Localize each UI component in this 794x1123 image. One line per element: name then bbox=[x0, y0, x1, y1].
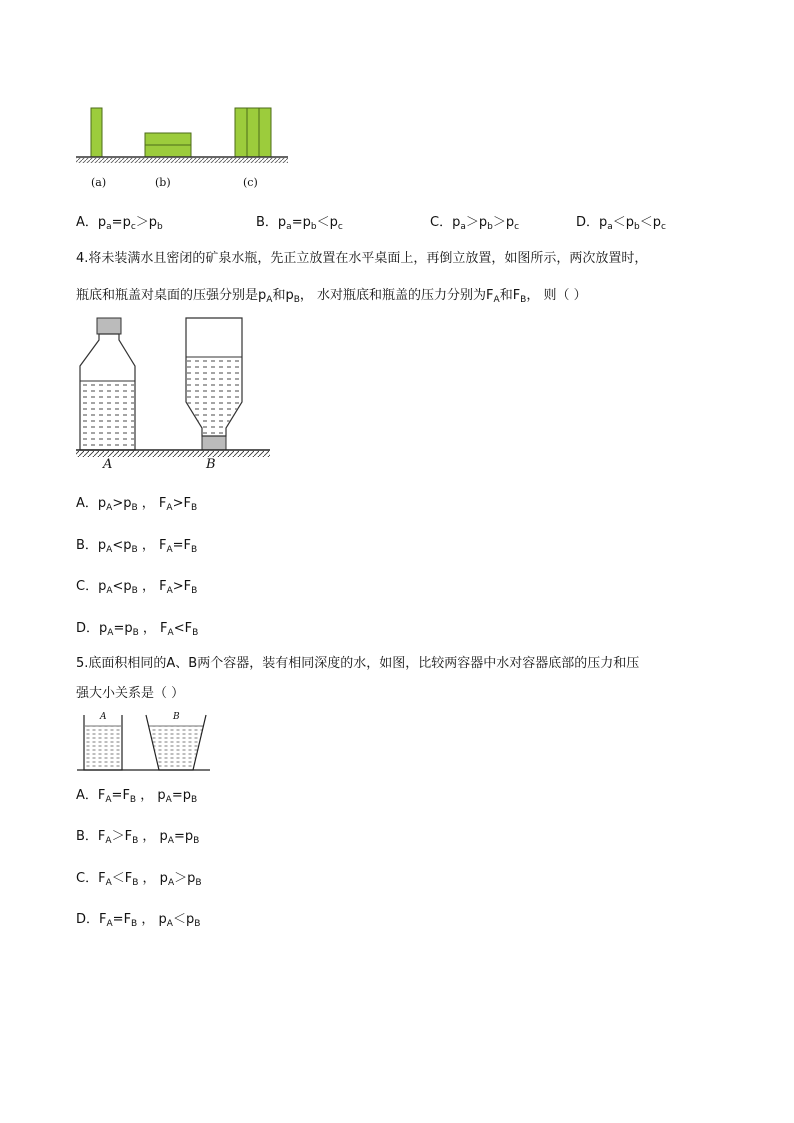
q5-line-2: 强大小关系是（ ） bbox=[76, 686, 185, 701]
blocks-figure bbox=[74, 104, 292, 166]
caption-a: (a) bbox=[91, 176, 107, 189]
q3-option-b[interactable]: B．$p_a=p_b<p_c$ bbox=[256, 215, 343, 232]
block-b-top bbox=[145, 133, 191, 145]
block-c-1 bbox=[235, 108, 247, 157]
block-c-3 bbox=[259, 108, 271, 157]
q4-line-2: 瓶底和瓶盖对桌面的压强分别是$p_A$和$p_B$， 水对瓶底和瓶盖的压力分别为$F_A$和$F_B$， 则（ ） bbox=[76, 288, 587, 305]
q4-line-1: 4.将未装满水且密闭的矿泉水瓶，先正立放置在水平桌面上，再倒立放置，如图所示，两次放置时， bbox=[76, 251, 648, 266]
q4-option-a[interactable]: A．$p_A>p_B$ ， $F_A>F_B$ bbox=[76, 496, 198, 513]
block-a bbox=[91, 108, 102, 157]
block-c-2 bbox=[247, 108, 259, 157]
q5-option-c[interactable]: C．$F_A<F_B$ ， $p_A>p_B$ bbox=[76, 871, 202, 888]
q3-option-d[interactable]: D．$p_a<p_b<p_c$ bbox=[576, 215, 666, 232]
bottle-b-label: B bbox=[206, 457, 216, 472]
bottle-b-cap bbox=[202, 436, 226, 450]
container-b-label: B bbox=[173, 712, 180, 722]
bottle-a-label: A bbox=[103, 457, 113, 472]
q5-option-a[interactable]: A．$F_A=F_B$ ， $p_A=p_B$ bbox=[76, 788, 198, 805]
q4-option-d[interactable]: D．$p_A=p_B$ ， $F_A<F_B$ bbox=[76, 621, 199, 638]
q5-line-1: 5.底面积相同的A、B两个容器，装有相同深度的水，如图，比较两容器中水对容器底部的压力和压 bbox=[76, 656, 640, 671]
container-a-label: A bbox=[100, 712, 107, 722]
bottle-b-water bbox=[187, 358, 241, 436]
q5-option-b[interactable]: B．$F_A>F_B$ ， $p_A=p_B$ bbox=[76, 829, 200, 846]
container-a-water bbox=[85, 726, 121, 770]
containers-figure bbox=[74, 712, 214, 774]
caption-b: (b) bbox=[155, 176, 171, 189]
ground-hatch bbox=[76, 158, 288, 163]
bottle-a-water bbox=[81, 382, 134, 450]
q3-option-c[interactable]: C．$p_a>p_b>p_c$ bbox=[430, 215, 520, 232]
q5-option-d[interactable]: D．$F_A=F_B$ ， $p_A<p_B$ bbox=[76, 912, 201, 929]
block-b-bottom bbox=[145, 145, 191, 157]
q4-option-c[interactable]: C．$p_A<p_B$ ， $F_A>F_B$ bbox=[76, 579, 198, 596]
q4-option-b[interactable]: B．$p_A<p_B$ ， $F_A=F_B$ bbox=[76, 538, 198, 555]
caption-c: (c) bbox=[243, 176, 258, 189]
q3-option-a[interactable]: A．$p_a=p_c>p_b$ bbox=[76, 215, 163, 232]
bottles-figure bbox=[74, 316, 274, 458]
bottle-a-cap bbox=[97, 318, 121, 334]
